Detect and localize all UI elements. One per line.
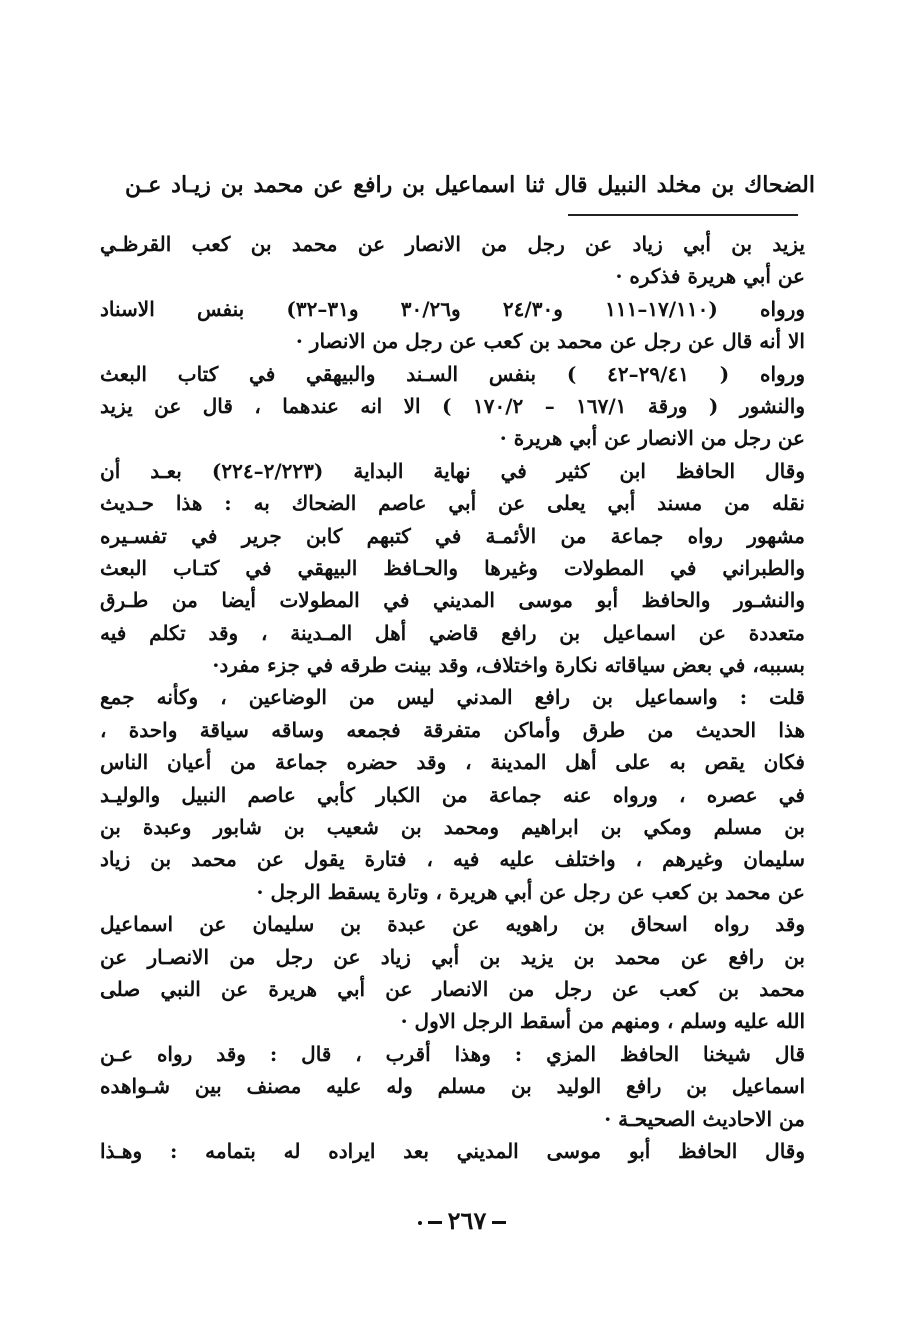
text-line: بن مسلم ومكي بن ابراهيم ومحمد بن شعيب بن شابور وعبدة بن xyxy=(100,815,805,840)
text-line: والنشـور والحافظ أبو موسى المديني في المطولات أيضا من طـرق xyxy=(100,588,805,613)
page-number: ٢٦٧ xyxy=(447,1206,487,1235)
text-line: والطبراني في المطولات وغيرها والحـافظ البيهقي في كتـاب البعث xyxy=(100,555,805,580)
text-line: نقله من مسند أبي يعلى عن أبي عاصم الضحاك به : هذا حـديث xyxy=(100,491,805,516)
dash-right xyxy=(428,1221,442,1224)
text-line: قال شيخنا الحافظ المزي : وهذا أقرب ، قال : وقد رواه عـن xyxy=(100,1041,805,1066)
text-line: في عصره ، ورواه عنه جماعة من الكبار كأبي عاصم النبيل والوليـد xyxy=(100,782,805,807)
text-line: فكان يقص به على أهل المدينة ، وقد حضره جماعة من أعيان الناس xyxy=(100,750,805,775)
text-line: بن رافع عن محمد بن يزيد بن أبي زياد عن رجل من الانصـار عن xyxy=(100,944,805,969)
text-line: من الاحاديث الصحيحـة · xyxy=(604,1106,805,1131)
text-line: عن رجل من الانصار عن أبي هريرة · xyxy=(499,426,805,451)
text-line: اسماعيل بن رافع الوليد بن مسلم وله عليه مصنف بين شـواهده xyxy=(100,1074,805,1099)
text-line: يزيد بن أبي زياد عن رجل من الانصار عن محمد بن كعب القرظـي xyxy=(100,232,805,256)
text-line: الا أنه قال عن رجل عن محمد بن كعب عن رجل من الانصار · xyxy=(295,329,805,354)
text-line: مشهور رواه جماعة من الأئمـة في كتبهم كابن جرير في تفسـيره xyxy=(100,523,805,548)
dash-left xyxy=(492,1221,506,1224)
text-line: سليمان وغيرهم ، واختلف عليه فيه ، فتارة يقول عن محمد بن زياد xyxy=(100,847,805,872)
header-line: الضحاك بن مخلد النبيل قال ثنا اسماعيل بن رافع عن محمد بن زيـاد عـن xyxy=(125,172,815,198)
text-line: عن محمد بن كعب عن رجل عن أبي هريرة ، وتارة يسقط الرجل · xyxy=(256,879,805,904)
text-line: بسببه، في بعض سياقاته نكارة واختلاف، وقد بينت طرقه في جزء مفرد· xyxy=(212,653,805,678)
dot-mark xyxy=(418,1221,422,1225)
page-footer xyxy=(0,1206,916,1235)
text-line: عن أبي هريرة فذكره · xyxy=(615,264,805,289)
text-line: وقد رواه اسحاق بن راهويه عن عبدة بن سليمان عن اسماعيل xyxy=(100,912,805,937)
body-text xyxy=(100,228,805,1167)
text-line: وقال الحافظ ابن كثير في نهاية البداية (٢/٢٢٣–٢٢٤) بعـد أن xyxy=(100,458,805,483)
text-line: محمد بن كعب عن رجل من الانصار عن أبي هريرة عن النبي صلى xyxy=(100,976,805,1001)
text-line: قلت : واسماعيل بن رافع المدني ليس من الوضاعين ، وكأنه جمع xyxy=(100,685,805,710)
text-line: والنشور ( ورقة ١٦٧/١ – ١٧٠/٢ ) الا انه عندهما ، قال عن يزيد xyxy=(100,393,805,418)
text-line: وقال الحافظ أبو موسى المديني بعد ايراده له بتمامه : وهـذا xyxy=(100,1138,805,1163)
text-line: ورواه (١٧/١١٠–١١١ و٢٤/٣٠ و٣٠/٢٦ و٣١–٣٢) بنفس الاسناد xyxy=(100,296,805,321)
text-line: متعددة عن اسماعيل بن رافع قاضي أهل المـدينة ، وقد تكلم فيه xyxy=(100,620,805,645)
text-line: ورواه ( ٢٩/٤١–٤٢ ) بنفس السـند والبيهقي في كتاب البعث xyxy=(100,361,805,386)
separator-rule xyxy=(568,214,798,216)
text-line: هذا الحديث من طرق وأماكن متفرقة فجمعه وساقه سياقة واحدة ، xyxy=(100,717,805,742)
text-line: الله عليه وسلم ، ومنهم من أسقط الرجل الاول · xyxy=(400,1009,805,1034)
